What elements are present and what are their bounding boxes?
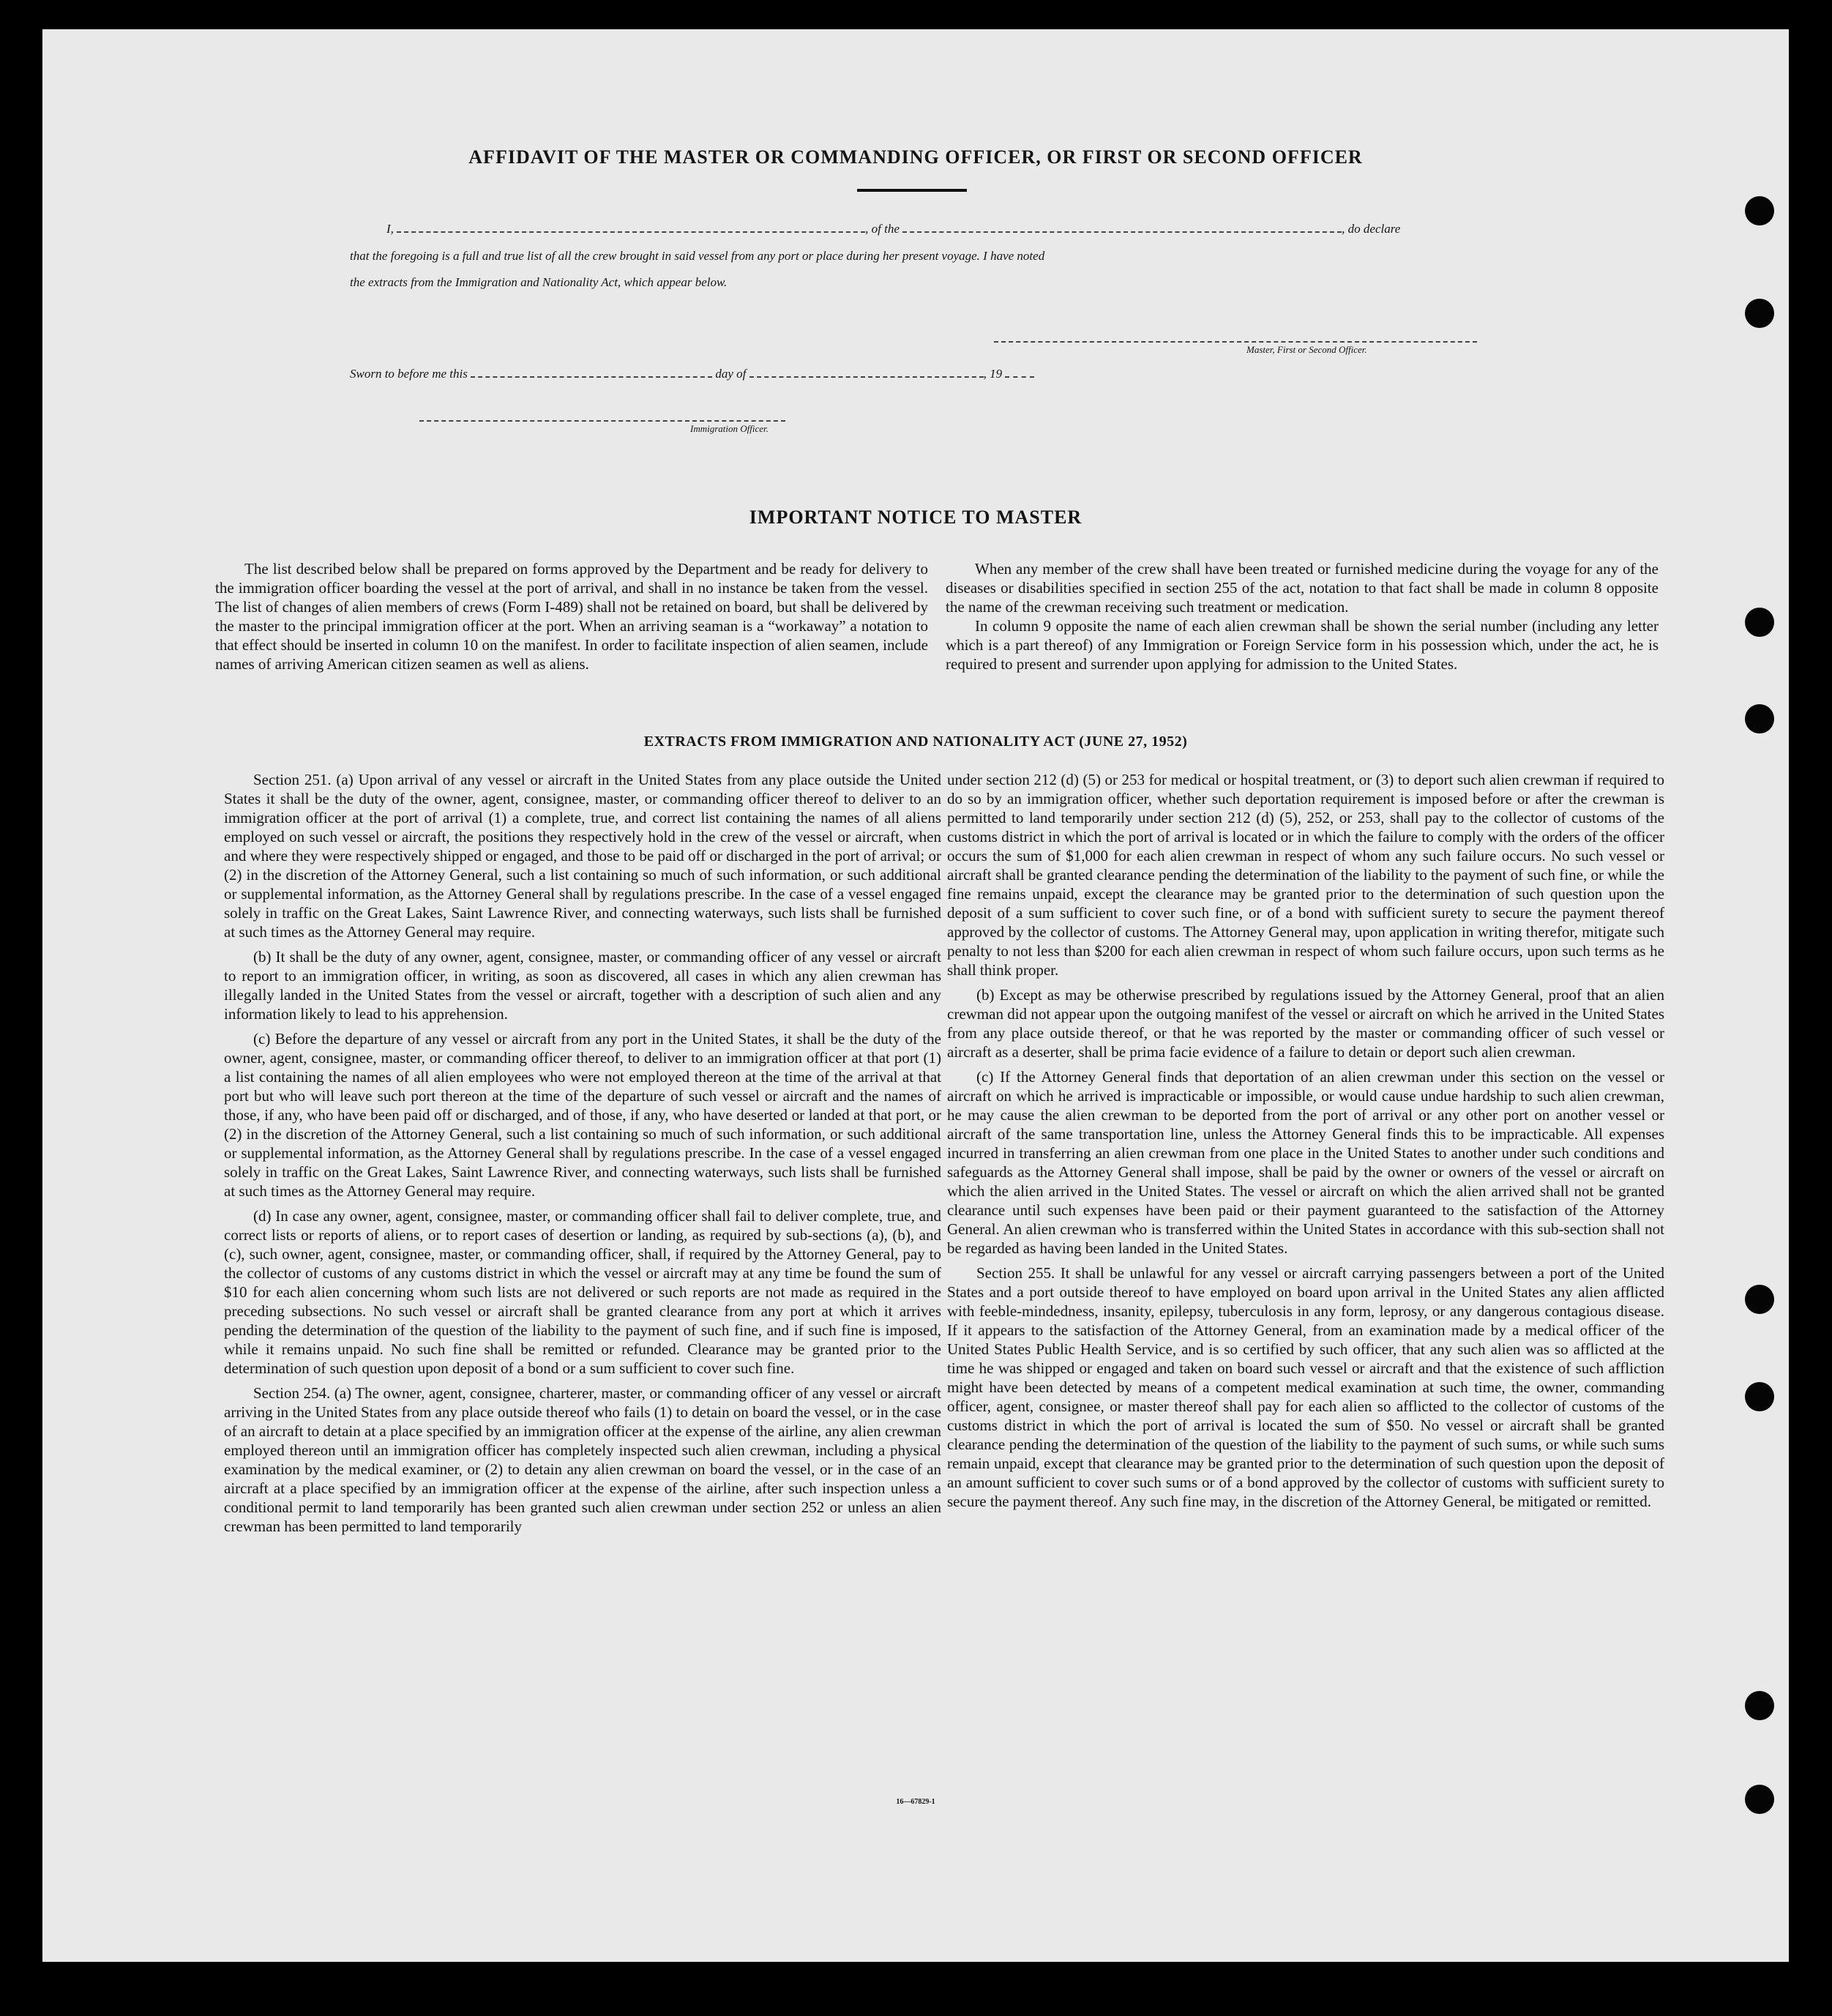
punch-hole <box>1745 1382 1774 1411</box>
section-254-b: (b) Except as may be otherwise prescribed by regulations issued by the Attorney General, proof that an alien crewman did not appear upon the outgoing manifest of the vessel or aircraft on which he arrived in the United States from any place outside thereof, or that he was reported by the master or commanding officer of such vessel or aircraft as a deserter, shall be prima facie evidence of a failure to detain or deport such alien crewman. <box>947 986 1664 1061</box>
section-254-a-continued: under section 212 (d) (5) or 253 for medical or hospital treatment, or (3) to deport such alien crewman if required to do so by an immigration officer, whether such deportation requirement is imposed before or after the crewman is permitted to land temporarily under section 212 (d) (5), 252, or 253, shall pay to the collector of customs of the customs district in which the port of arrival is located or in which the failure to comply with the orders of the officer occurs the sum of $1,000 for each alien crewman in respect of whom any such failure occurs. No such vessel or aircraft shall be granted clearance pending the determination of the liability to the payment of such fine, or while the fine remains unpaid, except the clearance may be granted prior to the determination of such question upon the deposit of a sum sufficient to cover such fine, or of a bond with sufficient surety to secure the payment thereof approved by the collector of customs. The Attorney General may, upon application in writing therefor, mitigate such penalty to not less than $200 for each alien crewman in respect of whom such failure occurs, upon such terms as he shall think proper. <box>947 771 1664 979</box>
punch-hole <box>1745 1785 1774 1814</box>
notice-title: IMPORTANT NOTICE TO MASTER <box>749 507 1083 528</box>
section-254-a: Section 254. (a) The owner, agent, consignee, charterer, master, or commanding officer of any vessel or aircraft arriving in the United States from any place outside thereof who fails (1) to detain on board the vessel, or in the case of an aircraft to detain at a place specified by an immigration officer at the expense of the airline, any alien crewman employed thereon until an immigration officer has completely inspected such alien crewman, including a physical examination by the medical examiner, or (2) to detain any alien crewman on board the vessel, or in the case of an aircraft at a place specified by an immigration officer at the expense of the airline, after such inspection unless a conditional permit to land temporarily has been granted such alien crewman under section 252 or unless an alien crewman has been permitted to land temporarily <box>224 1384 941 1535</box>
section-255: Section 255. It shall be unlawful for any vessel or aircraft carrying passengers between a port of the United States and a port outside thereof to have employed on board upon arrival in the United States any alien afflicted with feeble-mindedness, insanity, epilepsy, tuberculosis in any form, leprosy, or any dangerous contagious disease. If it appears to the satisfaction of the Attorney General, from an examination made by a medical officer of the United States Public Health Service, and is so certified by such officer, that any such alien was so afflicted at the time he was shipped or engaged and taken on board such vessel or aircraft and that the existence of such affliction might have been detected by means of a competent medical examination at such time, the owner, commanding officer, agent, consignee, or master thereof shall pay for each alien so afflicted to the collector of customs of the customs district in which the port of arrival is located the sum of $50. No vessel or aircraft shall be granted clearance pending the determination of the question of the liability to the payment of such sums, or while such sums remain unpaid, except that clearance may be granted prior to the determination of such question upon the deposit of an amount sufficient to cover such sums or of a bond approved by the collector of customs with sufficient surety to secure the payment thereof. Any such fine may, in the discretion of the Attorney General, be mitigated or remitted. <box>947 1264 1664 1510</box>
notice-right-column <box>946 559 1659 679</box>
notice-right-paragraph-1: When any member of the crew shall have been treated or furnished medicine during the voyage for any of the diseases or disabilities specified in section 255 of the act, notation to that fact shall be made in column 8 opposite the name of the crewman receiving such treatment or medication. <box>946 560 1659 616</box>
affidavit-i: I, <box>386 222 394 236</box>
affidavit-line-1 <box>386 221 1400 236</box>
name-blank[interactable] <box>397 221 865 233</box>
notice-left-paragraph: The list described below shall be prepared on forms approved by the Department and be ready for delivery to the immigration officer boarding the vessel at the port of arrival, and shall in no instance be taken from the vessel. The list of changes of alien members of crews (Form I-489) shall not be retained on board, but shall be delivered by the master to the principal immigration officer at the port. When an arriving seaman is a “workaway” a notation to that effect should be inserted in column 10 on the manifest. In order to facilitate inspection of alien seamen, include names of arriving American citizen seamen as well as aliens. <box>215 560 928 673</box>
punch-hole <box>1745 1285 1774 1314</box>
extracts-right-column <box>947 770 1664 1517</box>
section-251-c: (c) Before the departure of any vessel or aircraft from any port in the United States, it shall be the duty of the owner, agent, consignee, master, or commanding officer thereof, to deliver to an immigration officer at that port (1) a list containing the names of all alien employees who were not employed thereon at the time of the arrival at that port but who will leave such port thereon at the time of the departure of such vessel or aircraft and the names of those, if any, who have been paid off or discharged, and of those, if any, who have deserted or landed at that port, or (2) in the discretion of the Attorney General, such a list containing so much of such information, or such additional or supplemental information, as the Attorney General shall by regulations prescribe. In the case of a vessel engaged solely in traffic on the Great Lakes, Saint Lawrence River, and connecting waterways, such lists shall be furnished at such times as the Attorney General may require. <box>224 1030 941 1200</box>
sworn-day-blank[interactable] <box>471 366 712 378</box>
master-caption: Master, First or Second Officer. <box>1246 344 1367 355</box>
section-251-b: (b) It shall be the duty of any owner, agent, consignee, master, or commanding officer of any vessel or aircraft to report to an immigration officer, in writing, as soon as discovered, all cases in which any alien crewman has illegally landed in the United States from the vessel or aircraft, together with a description of such alien and any information likely to lead to his apprehension. <box>224 948 941 1023</box>
document-page <box>42 29 1789 1962</box>
day-of-label: day of <box>715 367 747 381</box>
form-code: 16—67829-1 <box>896 1798 935 1806</box>
immigration-signature-line[interactable] <box>419 410 785 422</box>
immigration-caption: Immigration Officer. <box>690 423 769 434</box>
year-label: , 19 <box>983 367 1003 381</box>
affidavit-line-2: that the foregoing is a full and true list of all the crew brought in said vessel from any port or place during her present voyage. I have noted <box>350 249 1045 263</box>
notice-left-column <box>215 559 928 679</box>
section-251-d: (d) In case any owner, agent, consignee, master, or commanding officer shall fail to deliver complete, true, and correct lists or reports of aliens, or to report cases of desertion or landing, as required by sub-sections (a), (b), and (c), such owner, agent, consignee, master, or commanding officer, shall, if required by the Attorney General, pay to the collector of customs of any customs district in which the vessel or aircraft may at any time be found the sum of $10 for each alien concerning whom such lists are not delivered or such reports are not made as required in the preceding subsections. No such vessel or aircraft shall be granted clearance from any port at which it arrives pending the determination of the question of the liability to the payment of such fine, and if such fine is imposed, while it remains unpaid. No such fine shall be remitted or refunded. Clearance may be granted prior to the determination of such question upon deposit of a bond or a sum sufficient to cover such fine. <box>224 1207 941 1377</box>
sworn-label: Sworn to before me this <box>350 367 468 381</box>
punch-hole <box>1745 608 1774 637</box>
punch-hole <box>1745 299 1774 328</box>
section-254-c: (c) If the Attorney General finds that deportation of an alien crewman under this section on the vessel or aircraft on which he arrived is impracticable or impossible, or would cause undue hardship to such alien crewman, he may cause the alien crewman to be deported from the port of arrival or any other port on another vessel or aircraft of the same transportation line, unless the Attorney General finds this to be impracticable. All expenses incurred in transferring an alien crewman from one place in the United States to another under such conditions and safeguards as the Attorney General shall impose, shall be paid by the owner or owners of the vessel or aircraft on which the alien arrived in the United States. The vessel or aircraft on which the alien arrived shall not be granted clearance until such expenses have been paid or their payment guaranteed to the satisfaction of the Attorney General. An alien crewman who is transferred within the United States in accordance with this sub-section shall not be regarded as having been landed in the United States. <box>947 1068 1664 1257</box>
affidavit-title: AFFIDAVIT OF THE MASTER OR COMMANDING OFFICER, OR FIRST OR SECOND OFFICER <box>468 146 1363 168</box>
master-signature-line[interactable] <box>994 331 1477 343</box>
title-rule <box>857 189 967 192</box>
punch-hole <box>1745 1691 1774 1720</box>
affidavit-do-declare: , do declare <box>1342 222 1401 236</box>
extracts-title: EXTRACTS FROM IMMIGRATION AND NATIONALITY ACT (JUNE 27, 1952) <box>643 733 1188 750</box>
vessel-blank[interactable] <box>902 221 1342 233</box>
punch-hole <box>1745 704 1774 733</box>
affidavit-of-the: , of the <box>865 222 900 236</box>
extracts-left-column <box>224 770 941 1542</box>
notice-right-paragraph-2: In column 9 opposite the name of each alien crewman shall be shown the serial number (including any letter which is a part thereof) of any Immigration or Foreign Service form in his possession which, under the act, he is required to present and surrender upon applying for admission to the United States. <box>946 617 1659 673</box>
punch-hole <box>1745 196 1774 225</box>
section-251-a: Section 251. (a) Upon arrival of any vessel or aircraft in the United States from any place outside the United States it shall be the duty of the owner, agent, consignee, master, or commanding officer thereof to deliver to an immigration officer at the port of arrival (1) a complete, true, and correct list containing the names of all aliens employed on such vessel or aircraft, the positions they respectively hold in the crew of the vessel or aircraft, when and where they were respectively shipped or engaged, and those to be paid off or discharged in the port of arrival; or (2) in the discretion of the Attorney General, such a list containing so much of such information, or such additional or supplemental information, as the Attorney General shall by regulations prescribe. In the case of a vessel engaged solely in traffic on the Great Lakes, Saint Lawrence River, and connecting waterways, such lists shall be furnished at such times as the Attorney General may require. <box>224 771 941 941</box>
sworn-line <box>350 366 1034 381</box>
month-blank[interactable] <box>749 366 984 378</box>
affidavit-line-3: the extracts from the Immigration and Nationality Act, which appear below. <box>350 275 728 289</box>
year-blank[interactable] <box>1005 366 1034 378</box>
